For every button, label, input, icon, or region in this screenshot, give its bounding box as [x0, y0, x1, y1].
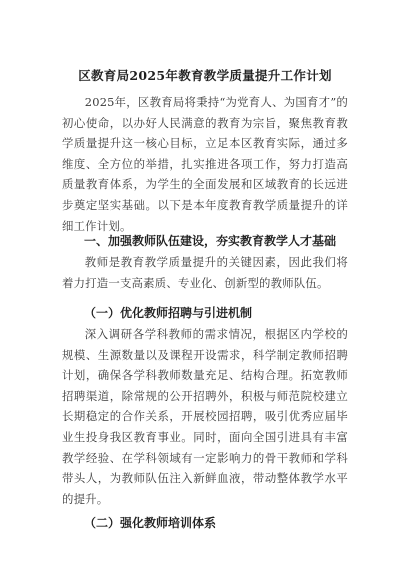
subsection-1-heading: （一）优化教师招聘与引进机制: [84, 306, 253, 320]
section-1-paragraph: 教师是教育教学质量提升的关键因素，因此我们将着力打造一支高素质、专业化、创新型的教师队伍。: [62, 255, 348, 290]
intro-paragraph: 2025年，区教育局将秉持“为党育人、为国育才”的初心使命，以办好人民满意的教育为宗旨，聚焦教育教学质量提升这一核心目标，立足本区教育实际，通过多维度、全方位的举措，扎实推进各项工作，努力打造高质量教育体系，为学生的全面发展和区域教育的长远进步奠定坚实基础。以下是本年度教育教学质量提升的详细工作计划。: [62, 95, 348, 233]
subsection-1-paragraph: 深入调研各学科教师的需求情况，根据区内学校的规模、生源数量以及课程开设需求，科学制定教师招聘计划，确保各学科教师数量充足、结构合理。拓宽教师招聘渠道，除常规的公开招聘外，积极与师范院校建立长期稳定的合作关系，开展校园招聘，吸引优秀应届毕业生投身我区教育事业。同时，面向全国引进具有丰富教学经验、在学科领域有一定影响力的骨干教师和学科带头人，为教师队伍注入新鲜血液，带动整体教学水平的提升。: [62, 327, 348, 506]
subsection-2-heading: （二）强化教师培训体系: [84, 516, 217, 530]
document-title: 区教育局2025年教育教学质量提升工作计划: [78, 68, 332, 83]
section-1-heading: 一、加强教师队伍建设，夯实教育教学人才基础: [84, 234, 337, 248]
